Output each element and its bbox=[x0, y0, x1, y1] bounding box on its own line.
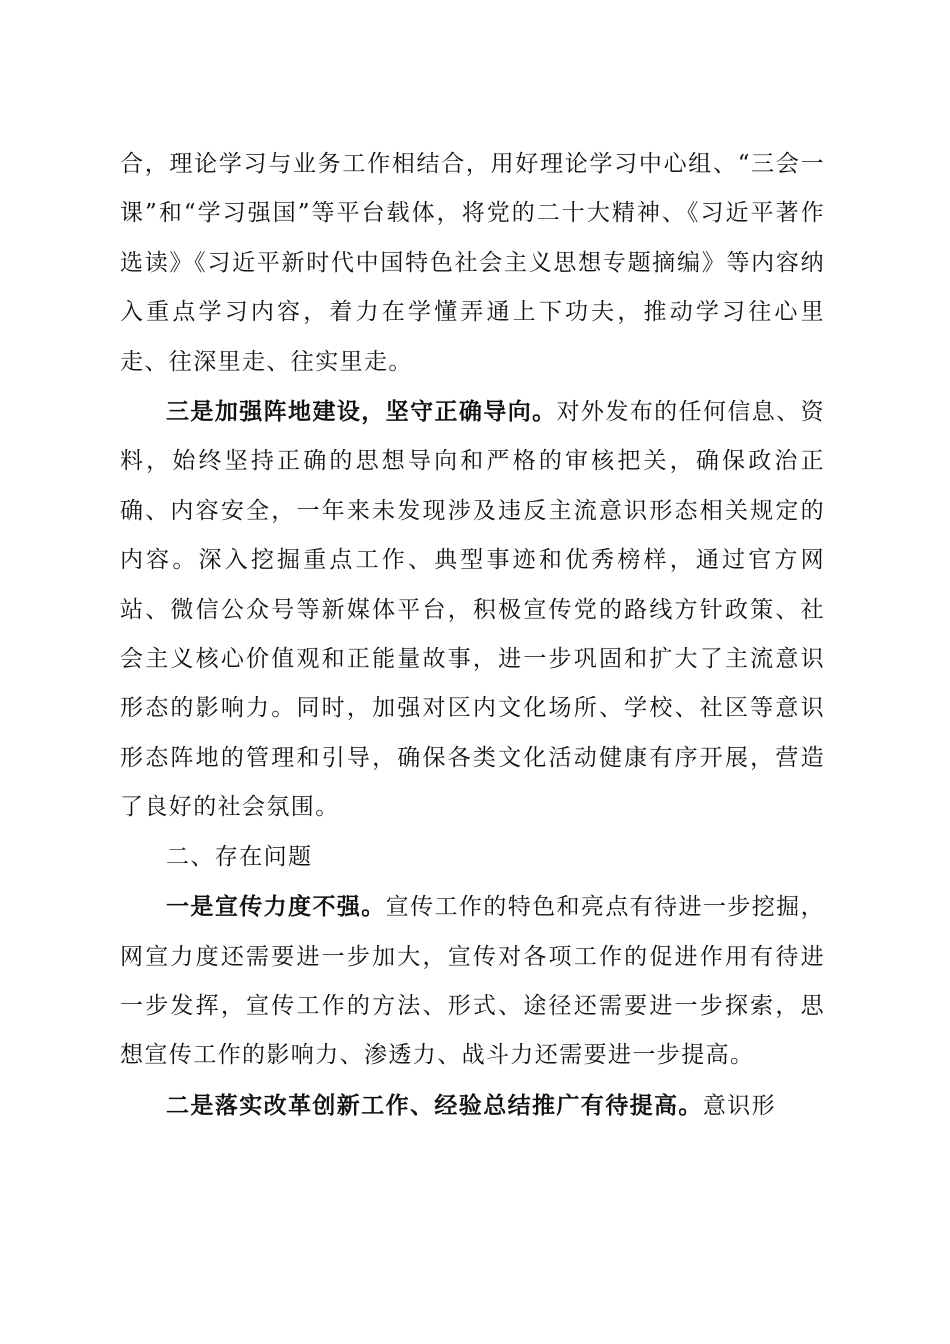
paragraph-lead-heading: 二是落实改革创新工作、经验总结推广有待提高。 bbox=[166, 1091, 703, 1119]
paragraph-lead-heading: 三是加强阵地建设，坚守正确导向。 bbox=[166, 398, 557, 426]
document-page bbox=[120, 140, 825, 1131]
paragraph-study-continuation bbox=[120, 140, 825, 387]
paragraph-text: 意识形 bbox=[702, 1092, 777, 1119]
paragraph-problem-reform bbox=[120, 1081, 825, 1131]
paragraph-position-building bbox=[120, 387, 825, 833]
paragraph-text: 对外发布的任何信息、资料，始终坚持正确的思想导向和严格的审核把关，确保政治正确、内容安全，一年来未发现涉及违反主流意识形态相关规定的内容。深入挖掘重点工作、典型事迹和优秀榜样，通过官方网站、微信公众号等新媒体平台，积极宣传党的路线方针政策、社会主义核心价值观和正能量故事，进一步巩固和扩大了主流意识形态的影响力。同时，加强对区内文化场所、学校、社区等意识形态阵地的管理和引导，确保各类文化活动健康有序开展，营造了良好的社会氛围。 bbox=[120, 399, 825, 821]
section-heading-problems: 二、存在问题 bbox=[166, 843, 313, 870]
paragraph-text: 合，理论学习与业务工作相结合，用好理论学习中心组、“三会一课”和“学习强国”等平台载体，将党的二十大精神、《习近平著作选读》《习近平新时代中国特色社会主义思想专题摘编》等内容纳入重点学习内容，着力在学懂弄通上下功夫，推动学习往心里走、往深里走、往实里走。 bbox=[120, 151, 825, 375]
paragraph-lead-heading: 一是宣传力度不强。 bbox=[166, 893, 386, 921]
paragraph-text: 宣传工作的特色和亮点有待进一步挖掘，网宣力度还需要进一步加大，宣传对各项工作的促进作用有待进一步发挥，宣传工作的方法、形式、途径还需要进一步探索，思想宣传工作的影响力、渗透力、战斗力还需要进一步提高。 bbox=[120, 894, 825, 1069]
paragraph-problem-publicity bbox=[120, 882, 825, 1081]
